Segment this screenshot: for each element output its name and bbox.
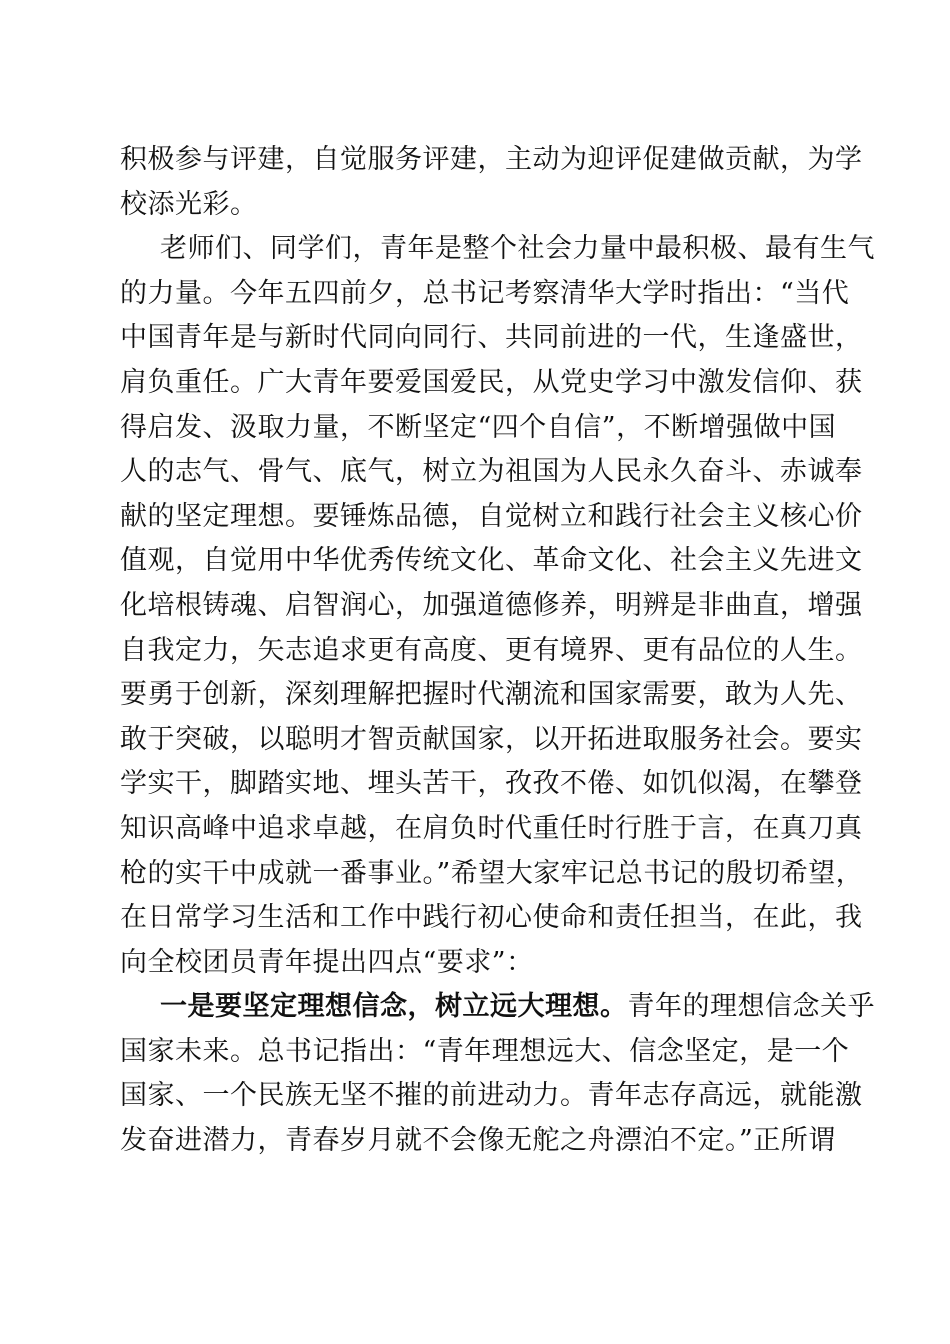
text-line: 的力量。今年五四前夕，总书记考察清华大学时指出：“当代 [120, 277, 850, 309]
text-line: 学实干，脚踏实地、埋头苦干，孜孜不倦、如饥似渴，在攀登 [120, 768, 863, 800]
text-line: 积极参与评建，自觉服务评建，主动为迎评促建做贡献，为学 [120, 144, 863, 175]
lead-rest-text: 青年的理想信念关乎 [627, 991, 875, 1023]
bold-lead-text: 一是要坚定理想信念，树立远大理想。 [160, 991, 628, 1023]
text-line: 化培根铸魂、启智润心，加强道德修养，明辨是非曲直，增强 [120, 589, 863, 621]
text-line: 在日常学习生活和工作中践行初心使命和责任担当，在此，我 [120, 902, 863, 934]
body-text [120, 138, 875, 1164]
text-line: 知识高峰中追求卓越，在肩负时代重任时行胜于言，在真刀真 [120, 812, 863, 844]
text-line: 得启发、汲取力量，不断坚定“四个自信”，不断增强做中国 [120, 411, 837, 443]
paragraph-start-line [120, 985, 875, 1030]
text-line: 中国青年是与新时代同向同行、共同前进的一代，生逢盛世， [120, 322, 863, 354]
text-line: 敢于突破，以聪明才智贡献国家，以开拓进取服务社会。要实 [120, 723, 863, 755]
text-line: 自我定力，矢志追求更有高度、更有境界、更有品位的人生。 [120, 634, 863, 666]
text-line: 向全校团员青年提出四点“要求”： [120, 946, 534, 978]
text-line: 值观，自觉用中华优秀传统文化、革命文化、社会主义先进文 [120, 545, 863, 577]
text-line: 肩负重任。广大青年要爱国爱民，从党史学习中激发信仰、获 [120, 366, 863, 398]
text-line: 人的志气、骨气、底气，树立为祖国为人民永久奋斗、赤诚奉 [120, 456, 863, 488]
paragraph-start-line: 老师们、同学们，青年是整个社会力量中最积极、最有生气 [160, 233, 875, 265]
text-line: 发奋进潜力，青春岁月就不会像无舵之舟漂泊不定。”正所谓 [120, 1125, 836, 1157]
text-line: 要勇于创新，深刻理解把握时代潮流和国家需要，敢为人先、 [120, 679, 863, 711]
text-line: 枪的实干中成就一番事业。”希望大家牢记总书记的殷切希望， [120, 857, 864, 889]
text-line: 国家、一个民族无坚不摧的前进动力。青年志存高远，就能激 [120, 1080, 863, 1112]
text-line: 献的坚定理想。要锤炼品德，自觉树立和践行社会主义核心价 [120, 500, 863, 532]
text-line: 国家未来。总书记指出：“青年理想远大、信念坚定，是一个 [120, 1035, 850, 1067]
text-line: 校添光彩。 [120, 188, 258, 220]
